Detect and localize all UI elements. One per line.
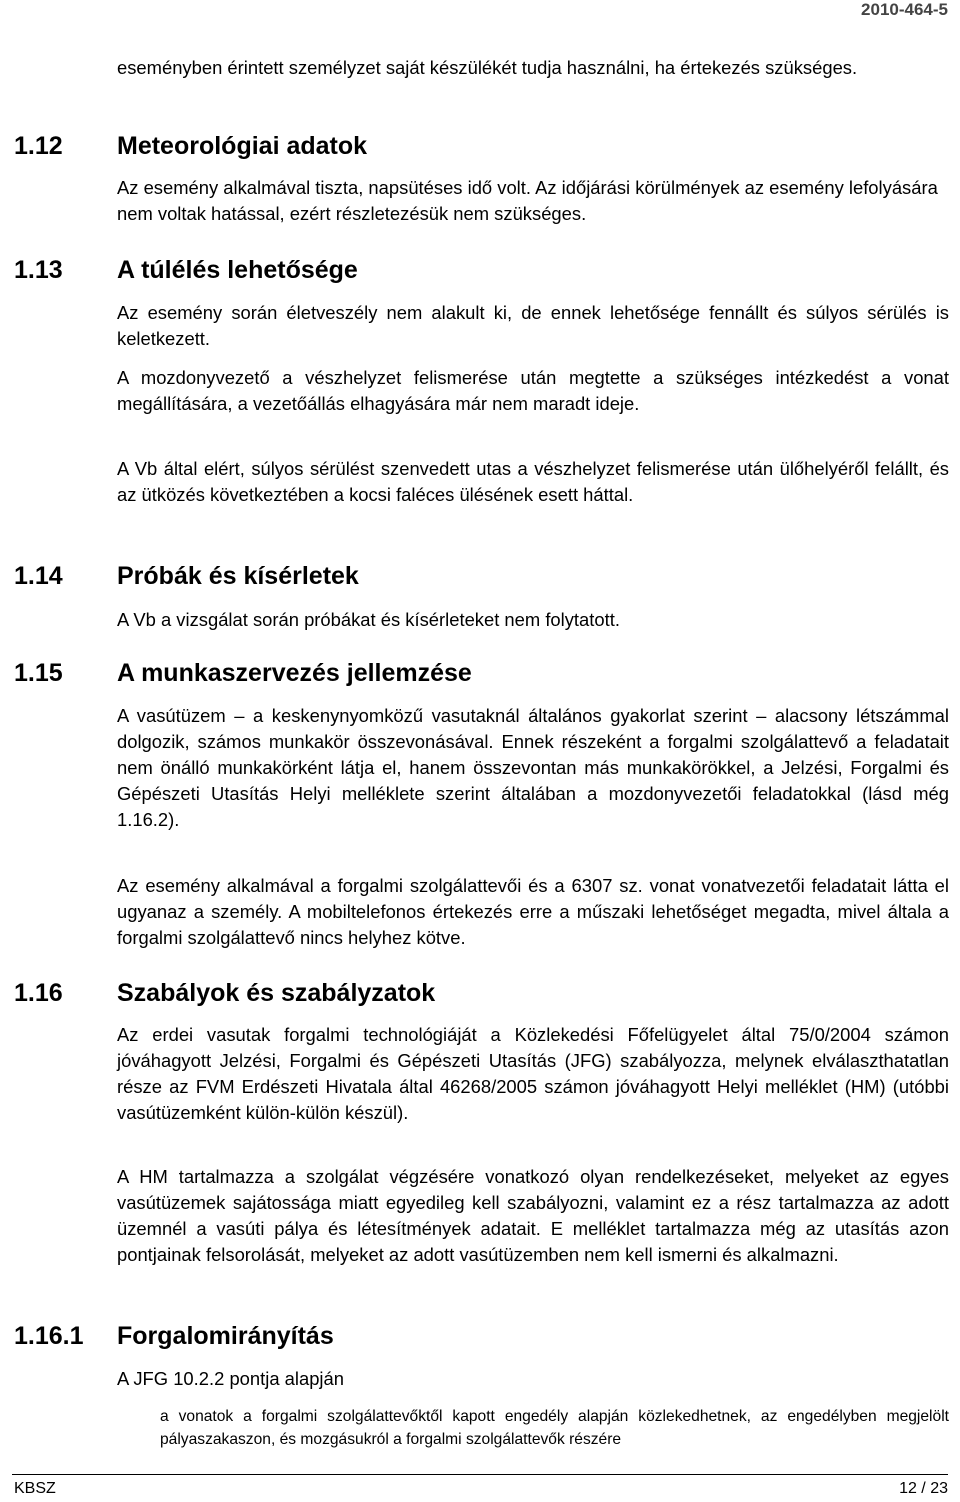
paragraph: Az esemény alkalmával tiszta, napsütéses idő volt. Az időjárási körülmények az esemény lefolyására nem voltak hatással, ezért részletezésük nem szükséges.	[117, 177, 938, 224]
paragraph: Az erdei vasutak forgalmi technológiáját a Közlekedési Főfelügyelet által 75/0/2004 számon jóváhagyott Jelzési, Forgalmi és Gépészeti Utasítás (JFG) szabályozza, melynek elválaszthatatlan része az FVM Erdészeti Hivatala által 46268/2005 számon jóváhagyott Helyi melléklet (HM) (utóbbi vasútüzemként külön-külön készül).	[117, 1024, 949, 1123]
section-number: 1.12	[14, 132, 63, 160]
paragraph: A HM tartalmazza a szolgálat végzésére vonatkozó olyan rendelkezéseket, melyeket az egyes vasútüzemek sajátossága miatt egyedileg kell szabályozni, valamint ez a rész tartalmazza az adott üzemnél a vasúti pálya és létesítmények adatait. E melléklet tartalmazza még az utasítás azon pontjainak felsorolását, melyeket az adott vasútüzemben nem kell ismerni és alkalmazni.	[117, 1166, 949, 1265]
section-number: 1.16.1	[14, 1322, 84, 1350]
paragraph: Az esemény során életveszély nem alakult ki, de ennek lehetősége fennállt és súlyos sérülés is keletkezett.	[117, 302, 949, 349]
section-number: 1.16	[14, 979, 63, 1007]
section-number: 1.14	[14, 562, 63, 590]
section-title: A munkaszervezés jellemzése	[117, 659, 472, 687]
section-heading-1-14	[14, 561, 949, 591]
intro-paragraph: eseményben érintett személyzet saját készülékét tudja használni, ha értekezés szükséges.	[117, 57, 858, 78]
section-title: Meteorológiai adatok	[117, 132, 368, 160]
section-title: Szabályok és szabályzatok	[117, 979, 436, 1007]
section-title: Forgalomirányítás	[117, 1322, 334, 1350]
section-title: Próbák és kísérletek	[117, 562, 359, 590]
section-heading-1-16-1	[14, 1321, 949, 1351]
paragraph: A mozdonyvezető a vészhelyzet felismerése után megtette a szükséges intézkedést a vonat megállítására, a vezetőállás elhagyására már nem maradt ideje.	[117, 367, 949, 414]
page-number: 12 / 23	[899, 1480, 948, 1497]
paragraph: A Vb által elért, súlyos sérülést szenvedett utas a vészhelyzet felismerése után ülőhelyéről felállt, és az ütközés következtében a kocsi faléces ülésének esett háttal.	[117, 458, 949, 505]
section-title: A túlélés lehetősége	[117, 256, 358, 284]
section-heading-1-15	[14, 658, 949, 688]
paragraph: A JFG 10.2.2 pontja alapján	[117, 1368, 344, 1389]
paragraph: A vasútüzem – a keskenynyomközű vasutaknál általános gyakorlat szerint – alacsony létszámmal dolgozik, számos munkakör összevonásával. Ennek részeként a forgalmi szolgálattevő a feladatait nem önálló munkakörként látja el, hanem összevontan más munkakörökkel, a Jelzési, Forgalmi és Gépészeti Utasítás Helyi melléklete szerint általában a mozdonyvezetői feladatokkal (lásd még 1.16.2).	[117, 705, 949, 830]
section-heading-1-13	[14, 255, 949, 285]
document-reference: 2010-464-5	[861, 0, 948, 19]
paragraph: Az esemény alkalmával a forgalmi szolgálattevői és a 6307 sz. vonat vonatvezetői feladatait látta el ugyanaz a személy. A mobiltelefonos értekezés erre a műszaki lehetőséget megadta, mivel általa a forgalmi szolgálattevő nincs helyhez kötve.	[117, 875, 949, 948]
section-heading-1-12	[14, 131, 949, 161]
section-number: 1.13	[14, 256, 63, 284]
paragraph: A Vb a vizsgálat során próbákat és kísérleteket nem folytatott.	[117, 609, 620, 630]
footer-divider	[12, 1474, 948, 1475]
section-number: 1.15	[14, 659, 63, 687]
quoted-rule-text: a vonatok a forgalmi szolgálattevőktől kapott engedély alapján közlekedhetnek, az engedélyben megjelölt pályaszakaszon, és mozgásukról a forgalmi szolgálattevők részére	[160, 1408, 949, 1448]
footer-organization: KBSZ	[14, 1480, 56, 1497]
section-heading-1-16	[14, 978, 949, 1008]
